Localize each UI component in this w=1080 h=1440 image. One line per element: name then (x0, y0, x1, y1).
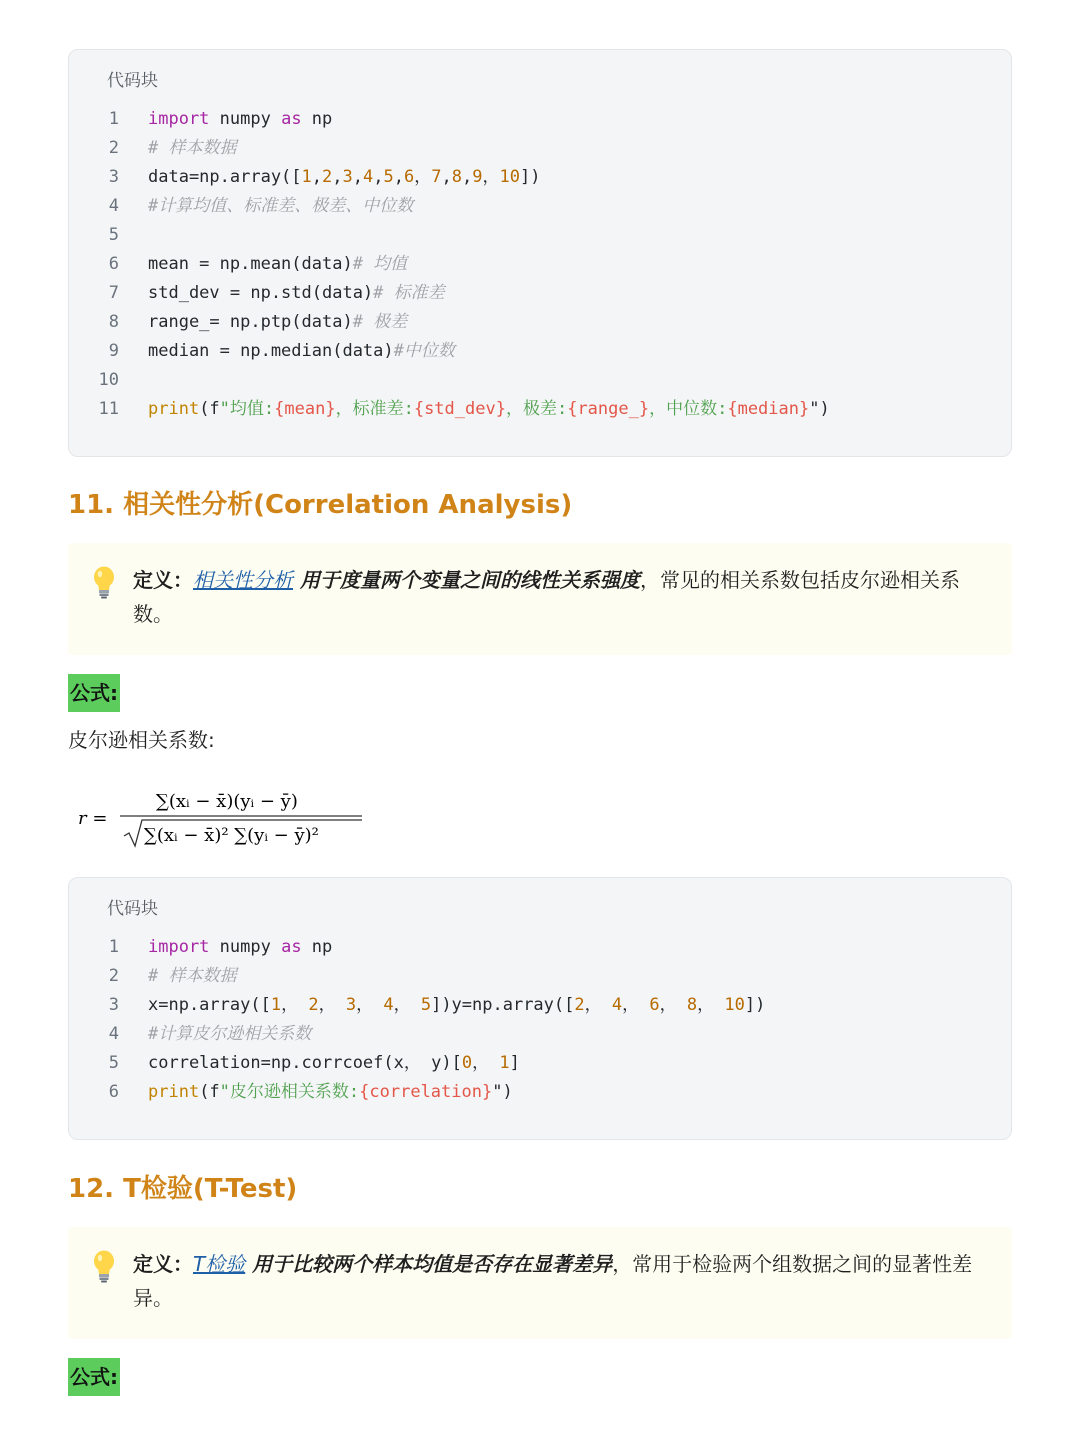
code-token: , (311, 167, 323, 187)
definition-term-link[interactable]: T检验 (193, 1252, 246, 1276)
line-number: 10 (98, 370, 119, 390)
definition-text (133, 563, 982, 631)
code-token: 5 (383, 167, 394, 187)
code-text (148, 933, 332, 962)
code-token: 2 (322, 167, 333, 187)
code-text (148, 308, 407, 337)
code-token: ， (482, 167, 500, 187)
code-token: data=np.array([ (148, 167, 302, 187)
code-token: # 样本数据 (148, 966, 237, 986)
code-token: {std_dev} (413, 399, 506, 419)
line-number: 3 (108, 167, 119, 187)
code-token: numpy (209, 937, 282, 957)
code-token: 8 (686, 995, 698, 1015)
code-token: ， (622, 995, 650, 1015)
line-number: 8 (108, 312, 119, 332)
line-number: 7 (108, 283, 119, 303)
code-token: np (301, 937, 333, 957)
code-token: np (301, 109, 333, 129)
code-token: mean = np.mean(data) (148, 254, 353, 274)
code-token: ，极差: (505, 399, 568, 419)
line-number: 5 (108, 1053, 119, 1073)
code-token: 1 (270, 995, 282, 1015)
section-11-heading: 11. 相关性分析(Correlation Analysis) (68, 490, 573, 520)
code-token: ， (414, 167, 432, 187)
code-token: 2 (308, 995, 319, 1015)
definition-callout-12 (68, 1227, 1012, 1339)
definition-term-link[interactable]: 相关性分析 (193, 568, 293, 592)
formula-intro: 皮尔逊相关系数: (68, 728, 215, 752)
code-token: std_dev = np.std(data) (148, 283, 374, 303)
code-text (148, 250, 407, 279)
code-token: ， (584, 995, 612, 1015)
code-token: , (352, 167, 364, 187)
code-token: ， (393, 995, 421, 1015)
definition-lead: 定义： (133, 568, 193, 592)
code-token: # 均值 (352, 254, 408, 274)
formula-tag: 公式: (68, 1358, 120, 1396)
code-token: print (148, 399, 200, 419)
code-block-1 (68, 49, 1012, 457)
code-token: 10 (724, 995, 745, 1015)
code-token: ， (472, 1053, 500, 1073)
code-token: 0 (461, 1053, 473, 1073)
code-token: x=np.array([ (148, 995, 271, 1015)
code-token: "均值: (219, 399, 275, 419)
code-block-2 (68, 877, 1012, 1140)
line-number: 2 (108, 966, 119, 986)
code-token: ] (509, 1053, 520, 1073)
code-token: numpy (209, 109, 282, 129)
line-number: 6 (108, 254, 119, 274)
code-token: , (393, 167, 405, 187)
code-token: 1 (301, 167, 312, 187)
code-text (148, 105, 332, 134)
code-token: "皮尔逊相关系数: (219, 1082, 360, 1102)
code-token: 1 (499, 1053, 510, 1073)
line-number: 1 (108, 937, 119, 957)
code-token: ，标准差: (335, 399, 414, 419)
definition-emphasis: 用于度量两个变量之间的线性关系强度 (293, 568, 640, 592)
code-token: ， (356, 995, 384, 1015)
code-text (148, 962, 236, 991)
code-token: ]) (520, 167, 541, 187)
line-number: 4 (108, 196, 119, 216)
code-token: correlation=np.corrcoef(x， y)[ (148, 1053, 462, 1073)
code-token: 4 (611, 995, 623, 1015)
code-block-label: 代码块 (107, 71, 158, 91)
formula-denominator: ∑(xᵢ − x̄)² ∑(yᵢ − ȳ)² (144, 825, 319, 846)
code-token: {mean} (274, 399, 336, 419)
code-token: as (281, 109, 302, 129)
pearson-formula (78, 782, 378, 852)
code-token: # 极差 (352, 312, 408, 332)
line-number: 1 (108, 109, 119, 129)
section-12-heading: 12. T检验(T-Test) (68, 1174, 298, 1204)
code-token: 3 (345, 995, 357, 1015)
code-text (148, 991, 765, 1020)
code-text (148, 1049, 520, 1078)
code-token: import (148, 937, 210, 957)
line-number: 6 (108, 1082, 119, 1102)
formula-tag: 公式: (68, 674, 120, 712)
code-token: # 标准差 (373, 283, 445, 303)
code-token: 9 (472, 167, 483, 187)
code-token: 5 (420, 995, 432, 1015)
definition-lead: 定义： (133, 1252, 193, 1276)
definition-rest: ，常见的相关系数包括皮尔逊相关系数。 (133, 568, 960, 626)
code-token: print (148, 1082, 200, 1102)
code-token: , (462, 167, 473, 187)
code-token: , (441, 167, 452, 187)
code-token: ， (659, 995, 687, 1015)
line-number: 5 (108, 225, 119, 245)
code-token: 4 (383, 995, 394, 1015)
code-block-label: 代码块 (107, 899, 158, 919)
line-number: 2 (108, 138, 119, 158)
line-number: 9 (108, 341, 119, 361)
line-number: 4 (108, 1024, 119, 1044)
code-token: 6 (649, 995, 660, 1015)
line-number: 11 (98, 399, 119, 419)
code-token: ， (697, 995, 725, 1015)
code-token: (f (199, 399, 220, 419)
code-token: as (281, 937, 302, 957)
code-token: 7 (431, 167, 442, 187)
code-token: range_= np.ptp(data) (148, 312, 353, 332)
code-token: ，中位数: (649, 399, 728, 419)
code-text (148, 134, 236, 163)
code-token: ])y=np.array([ (431, 995, 575, 1015)
code-token: ") (809, 399, 830, 419)
definition-callout-11 (68, 543, 1012, 655)
code-token: , (373, 167, 384, 187)
code-token: # 样本数据 (148, 138, 237, 158)
code-text (148, 1078, 513, 1107)
code-token: {correlation} (359, 1082, 493, 1102)
code-token: import (148, 109, 210, 129)
formula-lhs: r = (78, 808, 108, 829)
code-token: #计算均值、标准差、极差、中位数 (148, 196, 414, 216)
code-token: 6 (404, 167, 415, 187)
code-text (148, 279, 445, 308)
code-token: 4 (363, 167, 374, 187)
code-token: (f (199, 1082, 220, 1102)
code-token: , (332, 167, 343, 187)
lightbulb-icon (90, 1249, 118, 1285)
code-token: ， (318, 995, 346, 1015)
code-text (148, 1020, 311, 1049)
line-number: 3 (108, 995, 119, 1015)
code-token: 10 (499, 167, 521, 187)
formula-numerator: ∑(xᵢ − x̄)(yᵢ − ȳ) (156, 791, 298, 812)
code-token: ") (492, 1082, 513, 1102)
code-token: {median} (727, 399, 810, 419)
code-text (148, 192, 413, 221)
code-token: 3 (342, 167, 353, 187)
code-token: #计算皮尔逊相关系数 (148, 1024, 312, 1044)
code-token: ]) (744, 995, 766, 1015)
code-token: median = np.median(data) (148, 341, 394, 361)
code-text (148, 337, 455, 366)
definition-text (133, 1247, 982, 1315)
code-token: 2 (574, 995, 585, 1015)
definition-emphasis: 用于比较两个样本均值是否存在显著差异 (245, 1252, 613, 1276)
code-token: {range_} (567, 399, 650, 419)
code-text (148, 163, 541, 192)
code-text (148, 395, 830, 424)
code-token: #中位数 (393, 341, 455, 361)
definition-rest: ，常用于检验两个组数据之间的显著性差异。 (133, 1252, 973, 1310)
code-token: ， (281, 995, 309, 1015)
lightbulb-icon (90, 565, 118, 601)
code-token: 8 (451, 167, 463, 187)
